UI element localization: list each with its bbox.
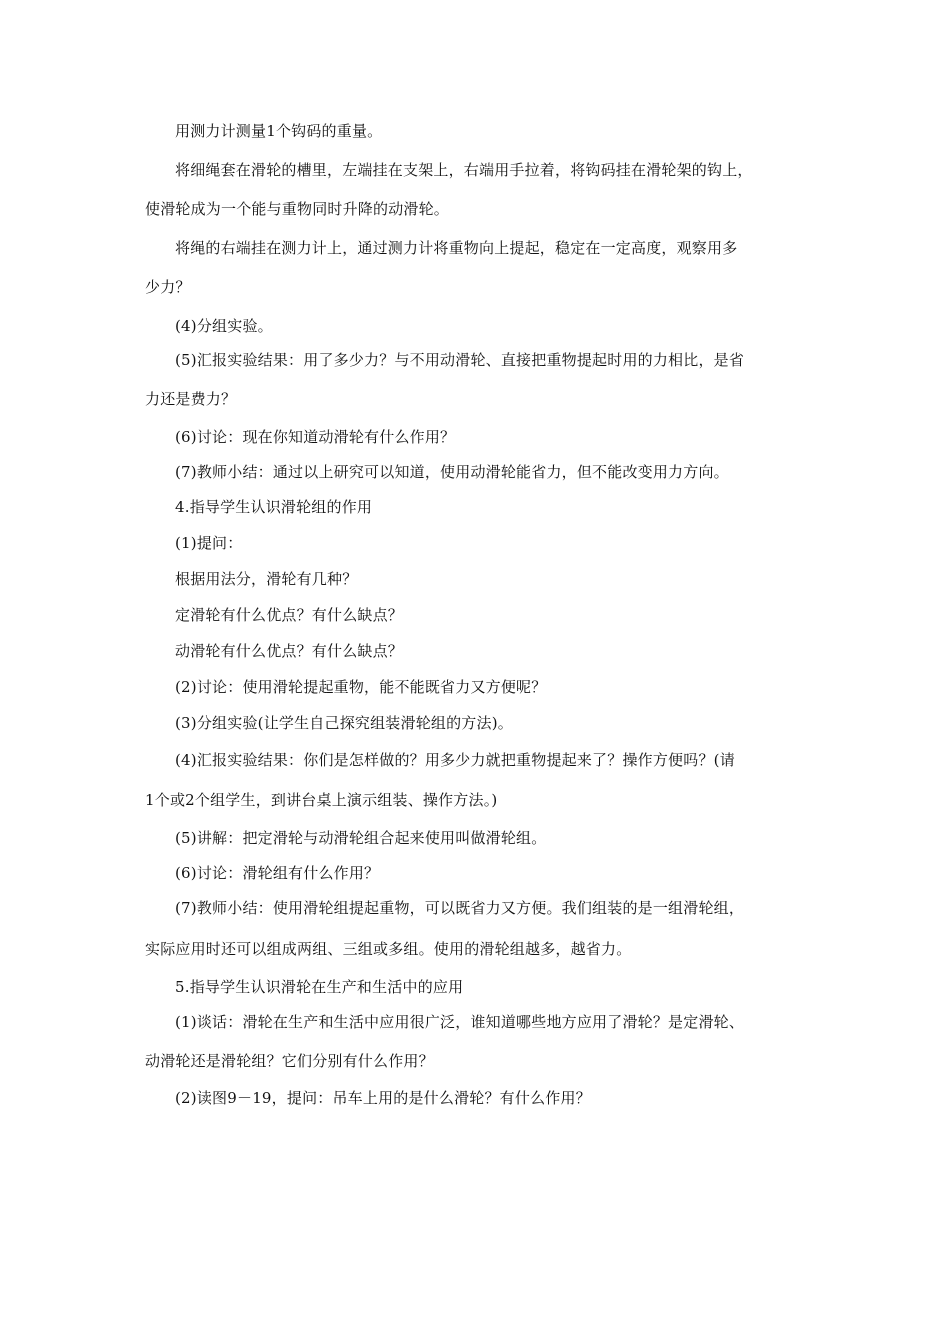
paragraph-line: (6)讨论：滑轮组有什么作用？ [175, 864, 380, 882]
paragraph-line: 动滑轮有什么优点？有什么缺点？ [175, 642, 404, 660]
paragraph-line: (6)讨论：现在你知道动滑轮有什么作用？ [175, 428, 456, 446]
paragraph-line: (1)谈话：滑轮在生产和生活中应用很广泛，谁知道哪些地方应用了滑轮？是定滑轮、 [175, 1013, 745, 1031]
paragraph-line: 将细绳套在滑轮的槽里，左端挂在支架上，右端用手拉着，将钩码挂在滑轮架的钩上， [175, 161, 753, 179]
paragraph-line: (7)教师小结：使用滑轮组提起重物，可以既省力又方便。我们组装的是一组滑轮组， [175, 899, 745, 917]
paragraph-line: (4)汇报实验结果：你们是怎样做的？用多少力就把重物提起来了？操作方便吗？(请 [175, 751, 735, 769]
paragraph-line: 将绳的右端挂在测力计上，通过测力计将重物向上提起，稳定在一定高度，观察用多 [175, 239, 738, 257]
paragraph-line: 力还是费力？ [145, 390, 237, 408]
paragraph-line: 实际应用时还可以组成两组、三组或多组。使用的滑轮组越多，越省力。 [145, 940, 632, 958]
paragraph-line: 动滑轮还是滑轮组？它们分别有什么作用？ [145, 1052, 434, 1070]
paragraph-line: (1)提问： [175, 534, 243, 552]
paragraph-line: (5)讲解：把定滑轮与动滑轮组合起来使用叫做滑轮组。 [175, 829, 547, 847]
paragraph-line: 1个或2个组学生，到讲台桌上演示组装、操作方法。) [145, 791, 498, 809]
paragraph-line: (4)分组实验。 [175, 317, 273, 335]
paragraph-line: (3)分组实验(让学生自己探究组装滑轮组的方法)。 [175, 714, 513, 732]
paragraph-line: 少力？ [145, 278, 191, 296]
paragraph-line: (2)读图9－19，提问：吊车上用的是什么滑轮？有什么作用？ [175, 1089, 591, 1107]
section-heading: 4.指导学生认识滑轮组的作用 [175, 498, 373, 516]
paragraph-line: (5)汇报实验结果：用了多少力？与不用动滑轮、直接把重物提起时用的力相比，是省 [175, 351, 745, 369]
paragraph-line: 用测力计测量1个钩码的重量。 [175, 122, 383, 140]
paragraph-line: 根据用法分，滑轮有几种？ [175, 570, 358, 588]
section-heading: 5.指导学生认识滑轮在生产和生活中的应用 [175, 978, 464, 996]
paragraph-line: (2)讨论：使用滑轮提起重物，能不能既省力又方便呢？ [175, 678, 547, 696]
paragraph-line: (7)教师小结：通过以上研究可以知道，使用动滑轮能省力，但不能改变用力方向。 [175, 463, 729, 481]
paragraph-line: 定滑轮有什么优点？有什么缺点？ [175, 606, 404, 624]
paragraph-line: 使滑轮成为一个能与重物同时升降的动滑轮。 [145, 200, 450, 218]
